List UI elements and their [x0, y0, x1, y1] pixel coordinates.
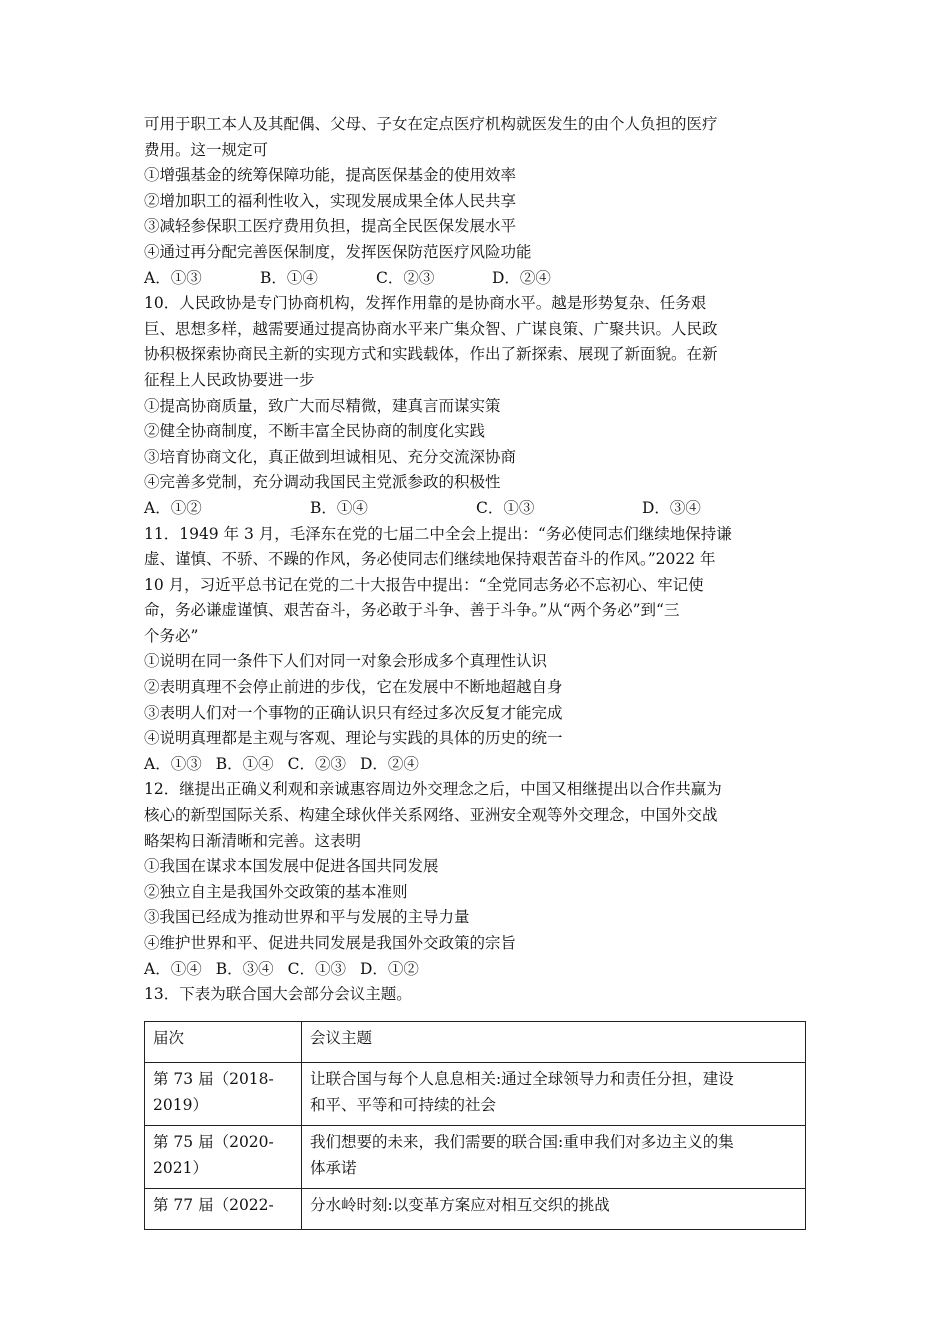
stem-line: 核心的新型国际关系、构建全球伙伴关系网络、亚洲安全观等外交理念，中国外交战: [144, 806, 718, 825]
option-a: A．①④: [144, 959, 202, 978]
cell-line: 体承诺: [310, 1158, 357, 1177]
choice-item: ④完善多党制，充分调动我国民主党派参政的积极性: [144, 473, 501, 492]
question-11: [144, 522, 808, 778]
option-c: C．①③: [287, 959, 346, 978]
option-d: D．①②: [359, 959, 419, 978]
cell-line: 让联合国与每个人息息相关:通过全球领导力和责任分担，建设: [310, 1070, 734, 1088]
header-theme: 会议主题: [302, 1022, 806, 1063]
stem-line: 虚、谨慎、不骄、不躁的作风，务必使同志们继续地保持艰苦奋斗的作风。”2022 年: [144, 550, 716, 569]
choice-item: ②独立自主是我国外交政策的基本准则: [144, 882, 408, 901]
choice-item: ②健全协商制度，不断丰富全民协商的制度化实践: [144, 422, 486, 441]
cell-line: 2019）: [153, 1095, 208, 1114]
option-b: B．①④: [310, 498, 368, 517]
option-c: C．②③: [287, 754, 346, 773]
stem-line: 12．继提出正确义利观和亲诚惠容周边外交理念之后，中国又相继提出以合作共赢为: [144, 780, 722, 799]
table-row: [145, 1063, 806, 1126]
choice-item: ①说明在同一条件下人们对同一对象会形成多个真理性认识: [144, 652, 548, 671]
theme-cell: [302, 1189, 806, 1230]
answer-options: [144, 957, 808, 983]
table-row: [145, 1126, 806, 1189]
stem-line: 10．人民政协是专门协商机构，发挥作用靠的是协商水平。越是形势复杂、任务艰: [144, 294, 707, 313]
option-a: A．①③: [144, 754, 202, 773]
choice-item: ④说明真理都是主观与客观、理论与实践的具体的历史的统一: [144, 729, 563, 748]
stem-line: 个务必”: [144, 626, 199, 645]
stem-line: 协积极探索协商民主新的实现方式和实践载体，作出了新探索、展现了新面貌。在新: [144, 345, 718, 364]
option-b: B．①④: [260, 268, 318, 287]
cell-line: 和平、平等和可持续的社会: [310, 1095, 497, 1114]
option-c: C．①③: [476, 498, 535, 517]
choice-item: ②增加职工的福利性收入，实现发展成果全体人民共享: [144, 191, 517, 210]
stem-line: 11．1949 年 3 月，毛泽东在党的七届二中全会上提出：“务必使同志们继续地保持谦: [144, 524, 732, 543]
session-cell: [145, 1063, 302, 1126]
table-header-row: [145, 1022, 806, 1063]
cell-line: 第 75 届（2020-: [153, 1133, 274, 1151]
choice-item: ④维护世界和平、促进共同发展是我国外交政策的宗旨: [144, 934, 517, 952]
stem-line: 13．下表为联合国大会部分会议主题。: [144, 985, 412, 1004]
question-10: [144, 291, 808, 521]
table-row: [145, 1189, 806, 1230]
choice-item: ①增强基金的统筹保障功能，提高医保基金的使用效率: [144, 166, 517, 185]
choice-item: ④通过再分配完善医保制度，发挥医保防范医疗风险功能: [144, 242, 532, 261]
option-a: A．①②: [144, 498, 202, 517]
option-c: C．②③: [376, 268, 435, 287]
option-d: D．②④: [359, 754, 419, 773]
option-d: D．③④: [642, 498, 701, 517]
choice-item: ③培育协商文化，真正做到坦诚相见、充分交流深协商: [144, 447, 517, 466]
theme-cell: [302, 1063, 806, 1126]
stem-line: 可用于职工本人及其配偶、父母、子女在定点医疗机构就医发生的由个人负担的医疗: [144, 115, 718, 133]
option-b: B．①④: [215, 754, 274, 773]
answer-options: [144, 752, 808, 778]
stem-line: 10 月，习近平总书记在党的二十大报告中提出：“全党同志务必不忘初心、牢记使: [144, 575, 704, 594]
choice-item: ②表明真理不会停止前进的步伐，它在发展中不断地超越自身: [144, 678, 563, 697]
question-12: [144, 777, 808, 982]
stem-line: 略架构日渐清晰和完善。这表明: [144, 831, 362, 850]
un-assembly-table: [144, 1021, 806, 1230]
choice-item: ①我国在谋求本国发展中促进各国共同发展: [144, 857, 439, 876]
session-cell: [145, 1189, 302, 1230]
stem-line: 征程上人民政协要进一步: [144, 370, 315, 389]
choice-item: ①提高协商质量，致广大而尽精微，建真言而谋实策: [144, 396, 501, 415]
stem-line: 费用。这一规定可: [144, 140, 269, 159]
choice-item: ③表明人们对一个事物的正确认识只有经过多次反复才能完成: [144, 703, 563, 722]
header-session: 届次: [145, 1022, 302, 1063]
question-content: [144, 112, 808, 1008]
question-9: [144, 112, 808, 291]
cell-line: 分水岭时刻:以变革方案应对相互交织的挑战: [310, 1196, 610, 1214]
question-13: [144, 982, 808, 1008]
option-a: A．①③: [144, 268, 202, 287]
cell-line: 我们想要的未来，我们需要的联合国:重申我们对多边主义的集: [310, 1133, 734, 1151]
stem-line: 巨、思想多样，越需要通过提高协商水平来广集众智、广谋良策、广聚共识。人民政: [144, 319, 718, 338]
stem-line: 命，务必谦虚谨慎、艰苦奋斗，务必敢于斗争、善于斗争。”从“两个务必”到“三: [144, 601, 680, 620]
cell-line: 第 73 届（2018-: [153, 1070, 274, 1088]
option-d: D．②④: [492, 268, 551, 287]
choice-item: ③减轻参保职工医疗费用负担，提高全民医保发展水平: [144, 217, 517, 236]
cell-line: 第 77 届（2022-: [153, 1196, 274, 1214]
choice-item: ③我国已经成为推动世界和平与发展的主导力量: [144, 908, 470, 927]
cell-line: 2021）: [153, 1158, 208, 1177]
theme-cell: [302, 1126, 806, 1189]
answer-options: [144, 266, 808, 292]
answer-options: [144, 496, 808, 522]
session-cell: [145, 1126, 302, 1189]
option-b: B．③④: [215, 959, 274, 978]
